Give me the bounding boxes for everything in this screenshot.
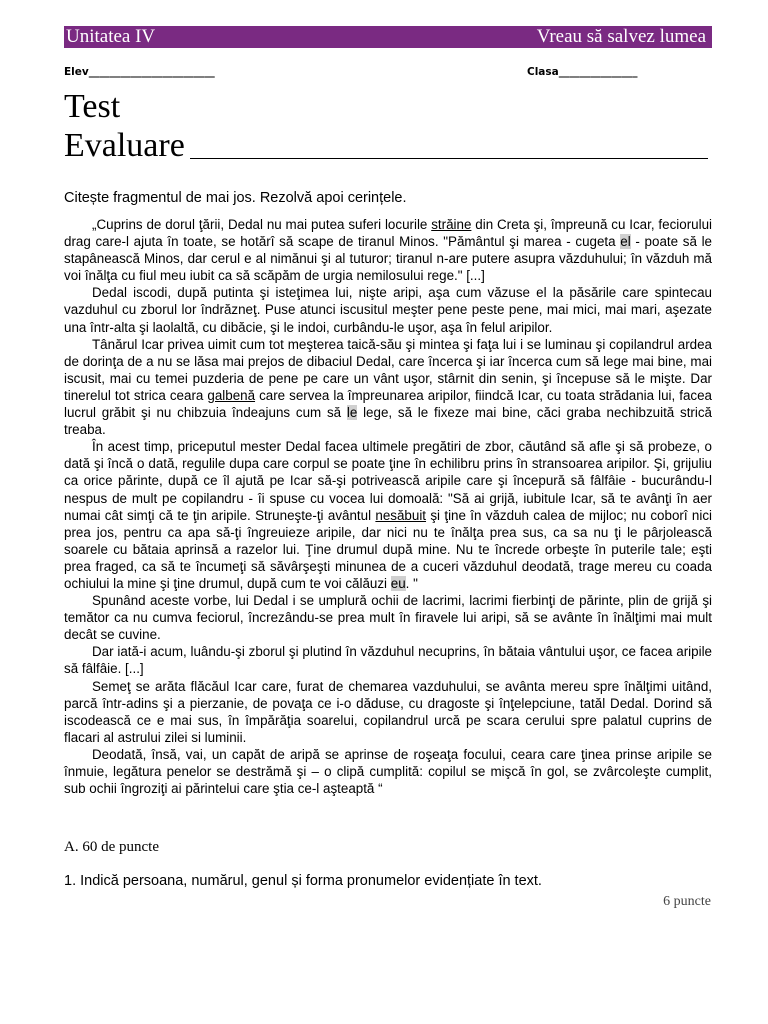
paragraph-7: Semeţ se arăta flăcăul Icar care, furat de chemarea vazduhului, se avânta mereu spre înălţimi uitând, parcă într-adins şi a pierzanie, de povaţa ce i-o dăduse, cu dragoste şi înţelepciune, tatăl Dedal. Dorind să iscodească ce e mai sus, în împărăţia soarelui, copilandrul urcă pe scara cerului spre palatul cuprins de flacari al astrului zilei si luminii. bbox=[64, 678, 712, 745]
task-1: 1. Indică persoana, numărul, genul și forma pronumelor evidențiate în text. bbox=[64, 873, 542, 889]
underlined-word: străine bbox=[431, 217, 472, 232]
student-name-field: Elev________________________ bbox=[64, 66, 215, 78]
highlighted-pronoun: el bbox=[620, 234, 631, 250]
passage bbox=[64, 216, 712, 797]
section-score: A. 60 de puncte bbox=[64, 839, 159, 855]
paragraph-6: Dar iată-i acum, luându-şi zborul şi plutind în văzduhul necuprins, în bătaia vântului uşor, ce facea aripile să fâlfâie. [...] bbox=[64, 644, 712, 677]
paragraph-3: Tânărul Icar privea uimit cum tot meşterea taică-său şi mintea şi faţa lui i se luminau şi copilandrul ardea de dorinţa de a nu se lăsa mai prejos de dibaciul Dedal, care încerca şi iar încerca cum să lege mai bine, mai iscusit, mai cu temei puzderia de pene pe care un vânt uşor, stârnit din senin, şi începuse să le mişte. Dar tinerelul tot strica ceara galbenă care servea la împreunarea aripilor, fiindcă Icar, cu toata strădania lui, facea lucrul grăbit şi nu chibzuia îndeajuns cum să le lege, să le fixeze mai bine, căci graba nechibzuită strică treaba. bbox=[64, 336, 713, 438]
paragraph-1: „Cuprins de dorul ţării, Dedal nu mai putea suferi locurile străine din Creta şi, împreună cu Icar, feciorului drag care-l ajuta în toate, se hotărî să scape de tiranul Minos. "Pământul şi marea - cugeta el - poate să le stapânească Minos, dar cerul e al nimănui şi al tuturor; tiranul n-are putere asupra văzduhului; în văzduh mă voi înălţa cu fiul meu iubit ca să scăpăm de urgia nemilosului rege." [...] bbox=[64, 217, 713, 284]
task-1-points: 6 puncte bbox=[663, 894, 711, 909]
theme-label: Vreau să salvez lumea bbox=[536, 26, 706, 47]
class-field: Clasa_______________ bbox=[527, 66, 638, 78]
underlined-word: nesăbuit bbox=[375, 507, 427, 523]
paragraph-8: Deodată, însă, vai, un capăt de aripă se aprinse de roşeaţa focului, ceara care ţinea prinse aripile se înmuie, legătura penelor se destrămă şi – o clipă cumplită: copilul se mişcă în gol, se zvârcoleşte cumplit, sub ochii îngroziţi ai părintelui care ştia ce-l aşteaptă “ bbox=[64, 746, 712, 797]
paragraph-4: În acest timp, priceputul mester Dedal facea ultimele pregătiri de zbor, căutând să afle şi să probeze, o dată şi încă o dată, regulile dupa care corpul se poate ţine în echilibru prins în stransoarea aripilor. Şi, grijuliu ca orice părinte, după ce îl ajută pe Icar să-şi potrivească aripile care şi începură să fâlfâie - bucurându-l nespus de mult pe copilandru - îi spuse cu vocea lui domoală: "Să ai grijă, iubitule Icar, să te avânţi în aer numai cât simţi că te ţin aripile. Struneşte-ţi avântul nesăbuit şi ţine în văzduh calea de mijloc; nu coborî nici prea jos, pentru ca apa să-ţi îngreuieze aripile, dar nici nu te înălţa prea sus, ca sa nu ţi le pârjolească soarele cu bătaia aprinsă a razelor lui. Ţine drumul după mine. Nu te încrede orbeşte în puterile tale; eşti prea fraged, ca să te încumeţi să săvârşeşti minunea de a cuceri văzduhul deodată, trage mereu cu coada ochiului la mine şi ţine drumul, după cum te voi călăuzi eu. " bbox=[64, 439, 712, 591]
paragraph-2: Dedal iscodi, după putinta şi isteţimea lui, nişte aripi, aşa cum văzuse el la păsările care spintecau vazduhul cu zborul lor îndrăzneţ. Puse atunci iscusitul meşter pene peste pene, mai mici, mai mari, aşezate una într-alta şi laolaltă, cu dibăcie, şi le indoi, curbându-le uşor, aşa în felul aripilor. bbox=[64, 285, 712, 335]
paragraph-5: Spunând aceste vorbe, lui Dedal i se umplură ochii de lacrimi, lacrimi fierbinţi de părinte, plin de grijă şi temător ca nu cumva feciorul, încrezându-se prea mult în firavele lui aripi, să se avânte în înălţimi mai mult decât se cuvine. bbox=[64, 593, 712, 643]
highlighted-pronoun: eu bbox=[390, 575, 406, 591]
unit-label: Unitatea IV bbox=[66, 26, 156, 47]
instruction: Citește fragmentul de mai jos. Rezolvă apoi cerințele. bbox=[64, 190, 407, 206]
title-line-1: Test bbox=[64, 88, 121, 125]
title-underline bbox=[190, 158, 708, 159]
title-line-2: Evaluare bbox=[64, 127, 185, 164]
header-banner bbox=[64, 26, 712, 48]
underlined-word: galbenă bbox=[207, 387, 256, 403]
highlighted-pronoun: le bbox=[346, 405, 358, 421]
